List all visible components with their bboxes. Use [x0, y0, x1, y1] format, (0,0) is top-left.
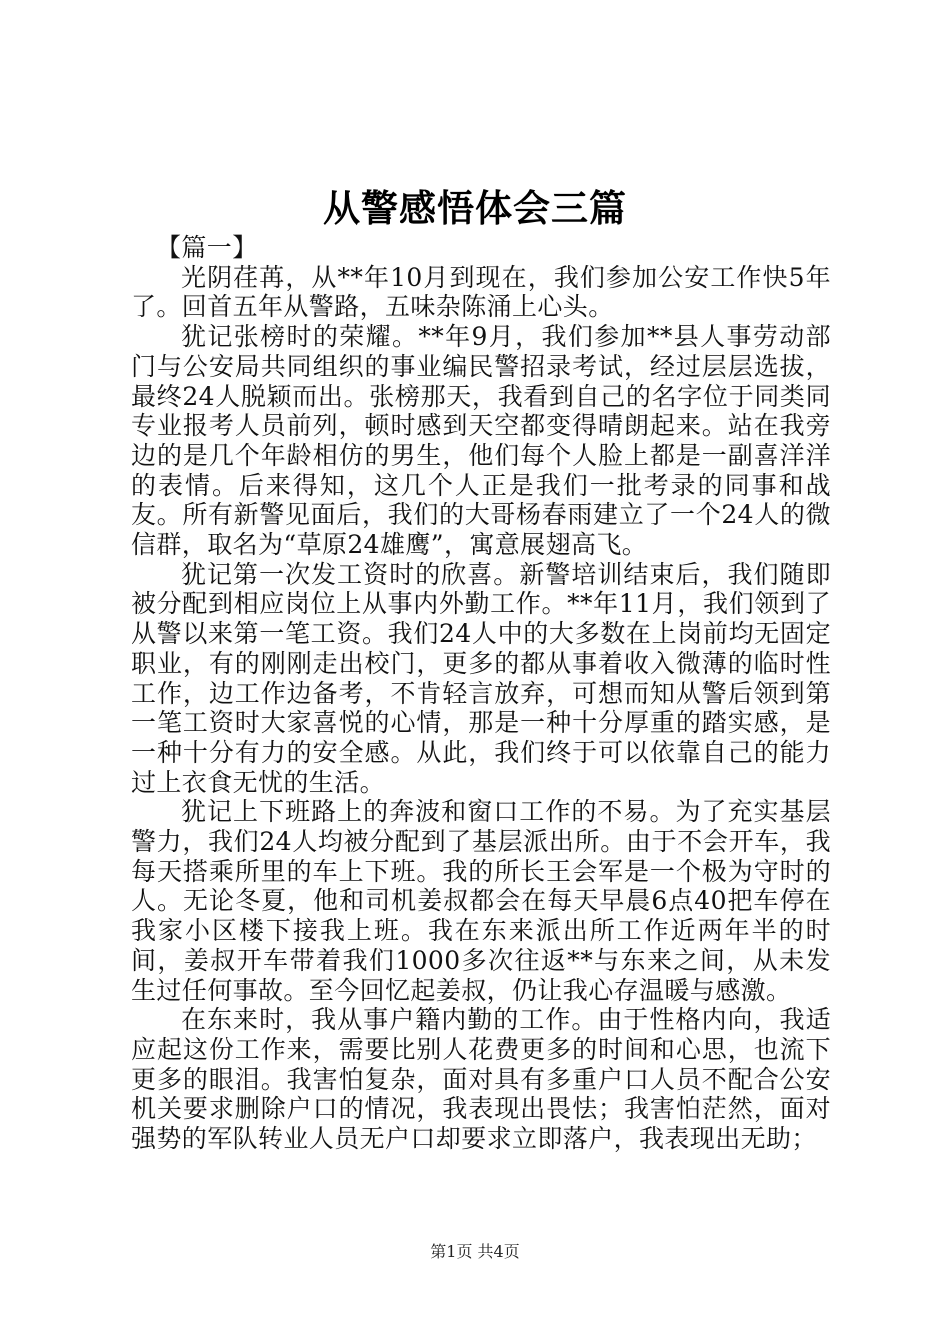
paragraph: 犹记第一次发工资时的欣喜。新警培训结束后，我们随即被分配到相应岗位上从事内外勤工作。**年11月，我们领到了从警以来第一笔工资。我们24人中的大多数在上岗前均无固定职业，有的刚刚走出校门，更多的都从事着收入微薄的临时性工作，边工作边备考，不肯轻言放弃，可想而知从警后领到第一笔工资时大家喜悦的心情，那是一种十分厚重的踏实感，是一种十分有力的安全感。从此，我们终于可以依靠自己的能力过上衣食无忧的生活。	[131, 559, 831, 797]
document-body	[131, 233, 831, 1154]
page-footer: 第1页 共4页	[430, 1242, 520, 1261]
paragraph: 在东来时，我从事户籍内勤的工作。由于性格内向，我适应起这份工作来，需要比别人花费更多的时间和心思，也流下更多的眼泪。我害怕复杂，面对具有多重户口人员不配合公安机关要求删除户口的情况，我表现出畏怯；我害怕茫然，面对强势的军队转业人员无户口却要求立即落户，我表现出无助；	[131, 1005, 831, 1154]
paragraph: 犹记张榜时的荣耀。**年9月，我们参加**县人事劳动部门与公安局共同组织的事业编民警招录考试，经过层层选拔，最终24人脱颖而出。张榜那天，我看到自己的名字位于同类同专业报考人员前列，顿时感到天空都变得晴朗起来。站在我旁边的是几个年龄相仿的男生，他们每个人脸上都是一副喜洋洋的表情。后来得知，这几个人正是我们一批考录的同事和战友。所有新警见面后，我们的大哥杨春雨建立了一个24人的微信群，取名为“草原24雄鹰”，寓意展翅高飞。	[131, 322, 831, 560]
paragraph: 光阴荏苒，从**年10月到现在，我们参加公安工作快5年了。回首五年从警路，五味杂陈涌上心头。	[131, 262, 831, 322]
paragraph: 犹记上下班路上的奔波和窗口工作的不易。为了充实基层警力，我们24人均被分配到了基层派出所。由于不会开车，我每天搭乘所里的车上下班。我的所长王会军是一个极为守时的人。无论冬夏，他和司机姜叔都会在每天早晨6点40把车停在我家小区楼下接我上班。我在东来派出所工作近两年半的时间，姜叔开车带着我们1000多次往返**与东来之间，从未发生过任何事故。至今回忆起姜叔，仍让我心存温暖与感激。	[131, 797, 831, 1005]
section-heading: 【篇一】	[156, 233, 258, 262]
document-title: 从警感悟体会三篇	[323, 186, 627, 230]
